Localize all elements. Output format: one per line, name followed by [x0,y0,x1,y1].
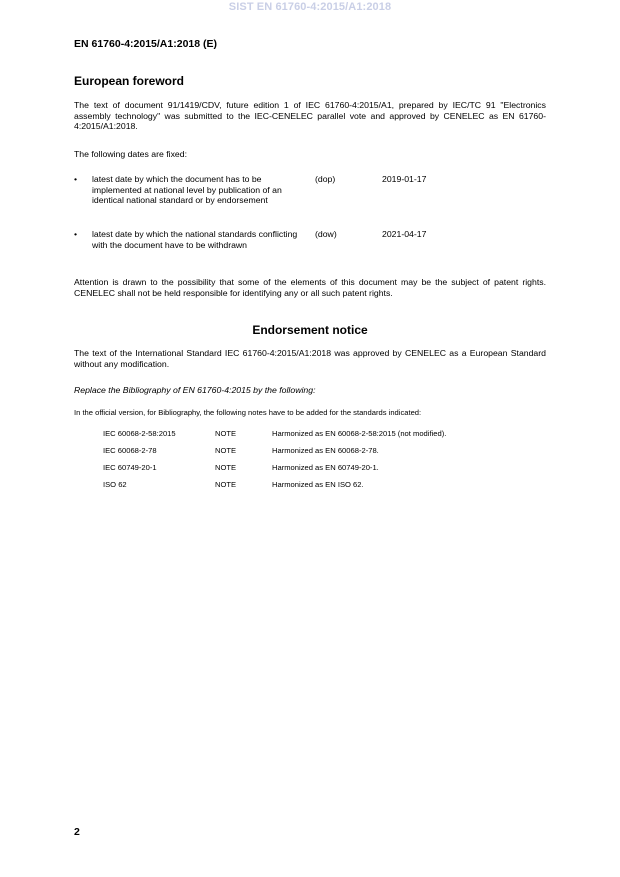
endorsement-paragraph: The text of the International Standard IEC 61760-4:2015/A1:2018 was approved by CENELEC as a European Standard without any modification. [74,348,546,369]
document-id-header: EN 61760-4:2015/A1:2018 (E) [74,38,218,50]
page-number: 2 [74,826,80,838]
reference-row [103,480,523,490]
reference-note-label: NOTE [215,446,237,455]
replace-bibliography-note: Replace the Bibliography of EN 61760-4:2015 by the following: [74,385,316,395]
endorsement-title: Endorsement notice [252,323,368,337]
foreword-paragraph: The text of document 91/1419/CDV, future edition 1 of IEC 61760-4:2015/A1, prepared by IEC/TC 91 "Electronics assembly technology" was submitted to the IEC-CENELEC parallel vote and approved by CENELEC as EN 61760-4:2015/A1:2018. [74,100,546,132]
reference-note-label: NOTE [215,480,237,489]
date-item-abbr: (dow) [315,229,337,239]
reference-row [103,429,523,439]
reference-note-label: NOTE [215,429,237,438]
patent-attention-paragraph: Attention is drawn to the possibility that some of the elements of this document may be the subject of patent rights. CENELEC shall not be held responsible for identifying any or all such patent rights. [74,277,546,298]
reference-standard: IEC 60068-2-58:2015 [103,429,176,438]
date-item-abbr: (dop) [315,174,336,184]
watermark: SIST EN 61760-4:2015/A1:2018 [228,1,392,13]
reference-harmonized-text: Harmonized as EN 60749-20-1. [272,463,379,472]
reference-standard: IEC 60749-20-1 [103,463,157,472]
bullet-marker: • [74,174,78,184]
date-item-text: latest date by which the document has to be implemented at national level by publication of an identical national standard or by endorsement [92,174,282,206]
bullet-marker: • [74,229,78,239]
reference-harmonized-text: Harmonized as EN 60068-2-58:2015 (not modified). [272,429,447,438]
reference-standard: ISO 62 [103,480,127,489]
date-item-date: 2021-04-17 [382,229,427,239]
reference-row [103,463,523,473]
foreword-title: European foreword [74,74,185,88]
date-item-text: latest date by which the national standards conflicting with the document have to be withdrawn [92,229,298,250]
official-version-note: In the official version, for Bibliography, the following notes have to be added for the standards indicated: [74,408,422,417]
reference-row [103,446,523,456]
reference-harmonized-text: Harmonized as EN 60068-2-78. [272,446,379,455]
reference-standard: IEC 60068-2-78 [103,446,157,455]
reference-harmonized-text: Harmonized as EN ISO 62. [272,480,364,489]
date-item-date: 2019-01-17 [382,174,427,184]
dates-intro: The following dates are fixed: [74,149,188,159]
reference-note-label: NOTE [215,463,237,472]
